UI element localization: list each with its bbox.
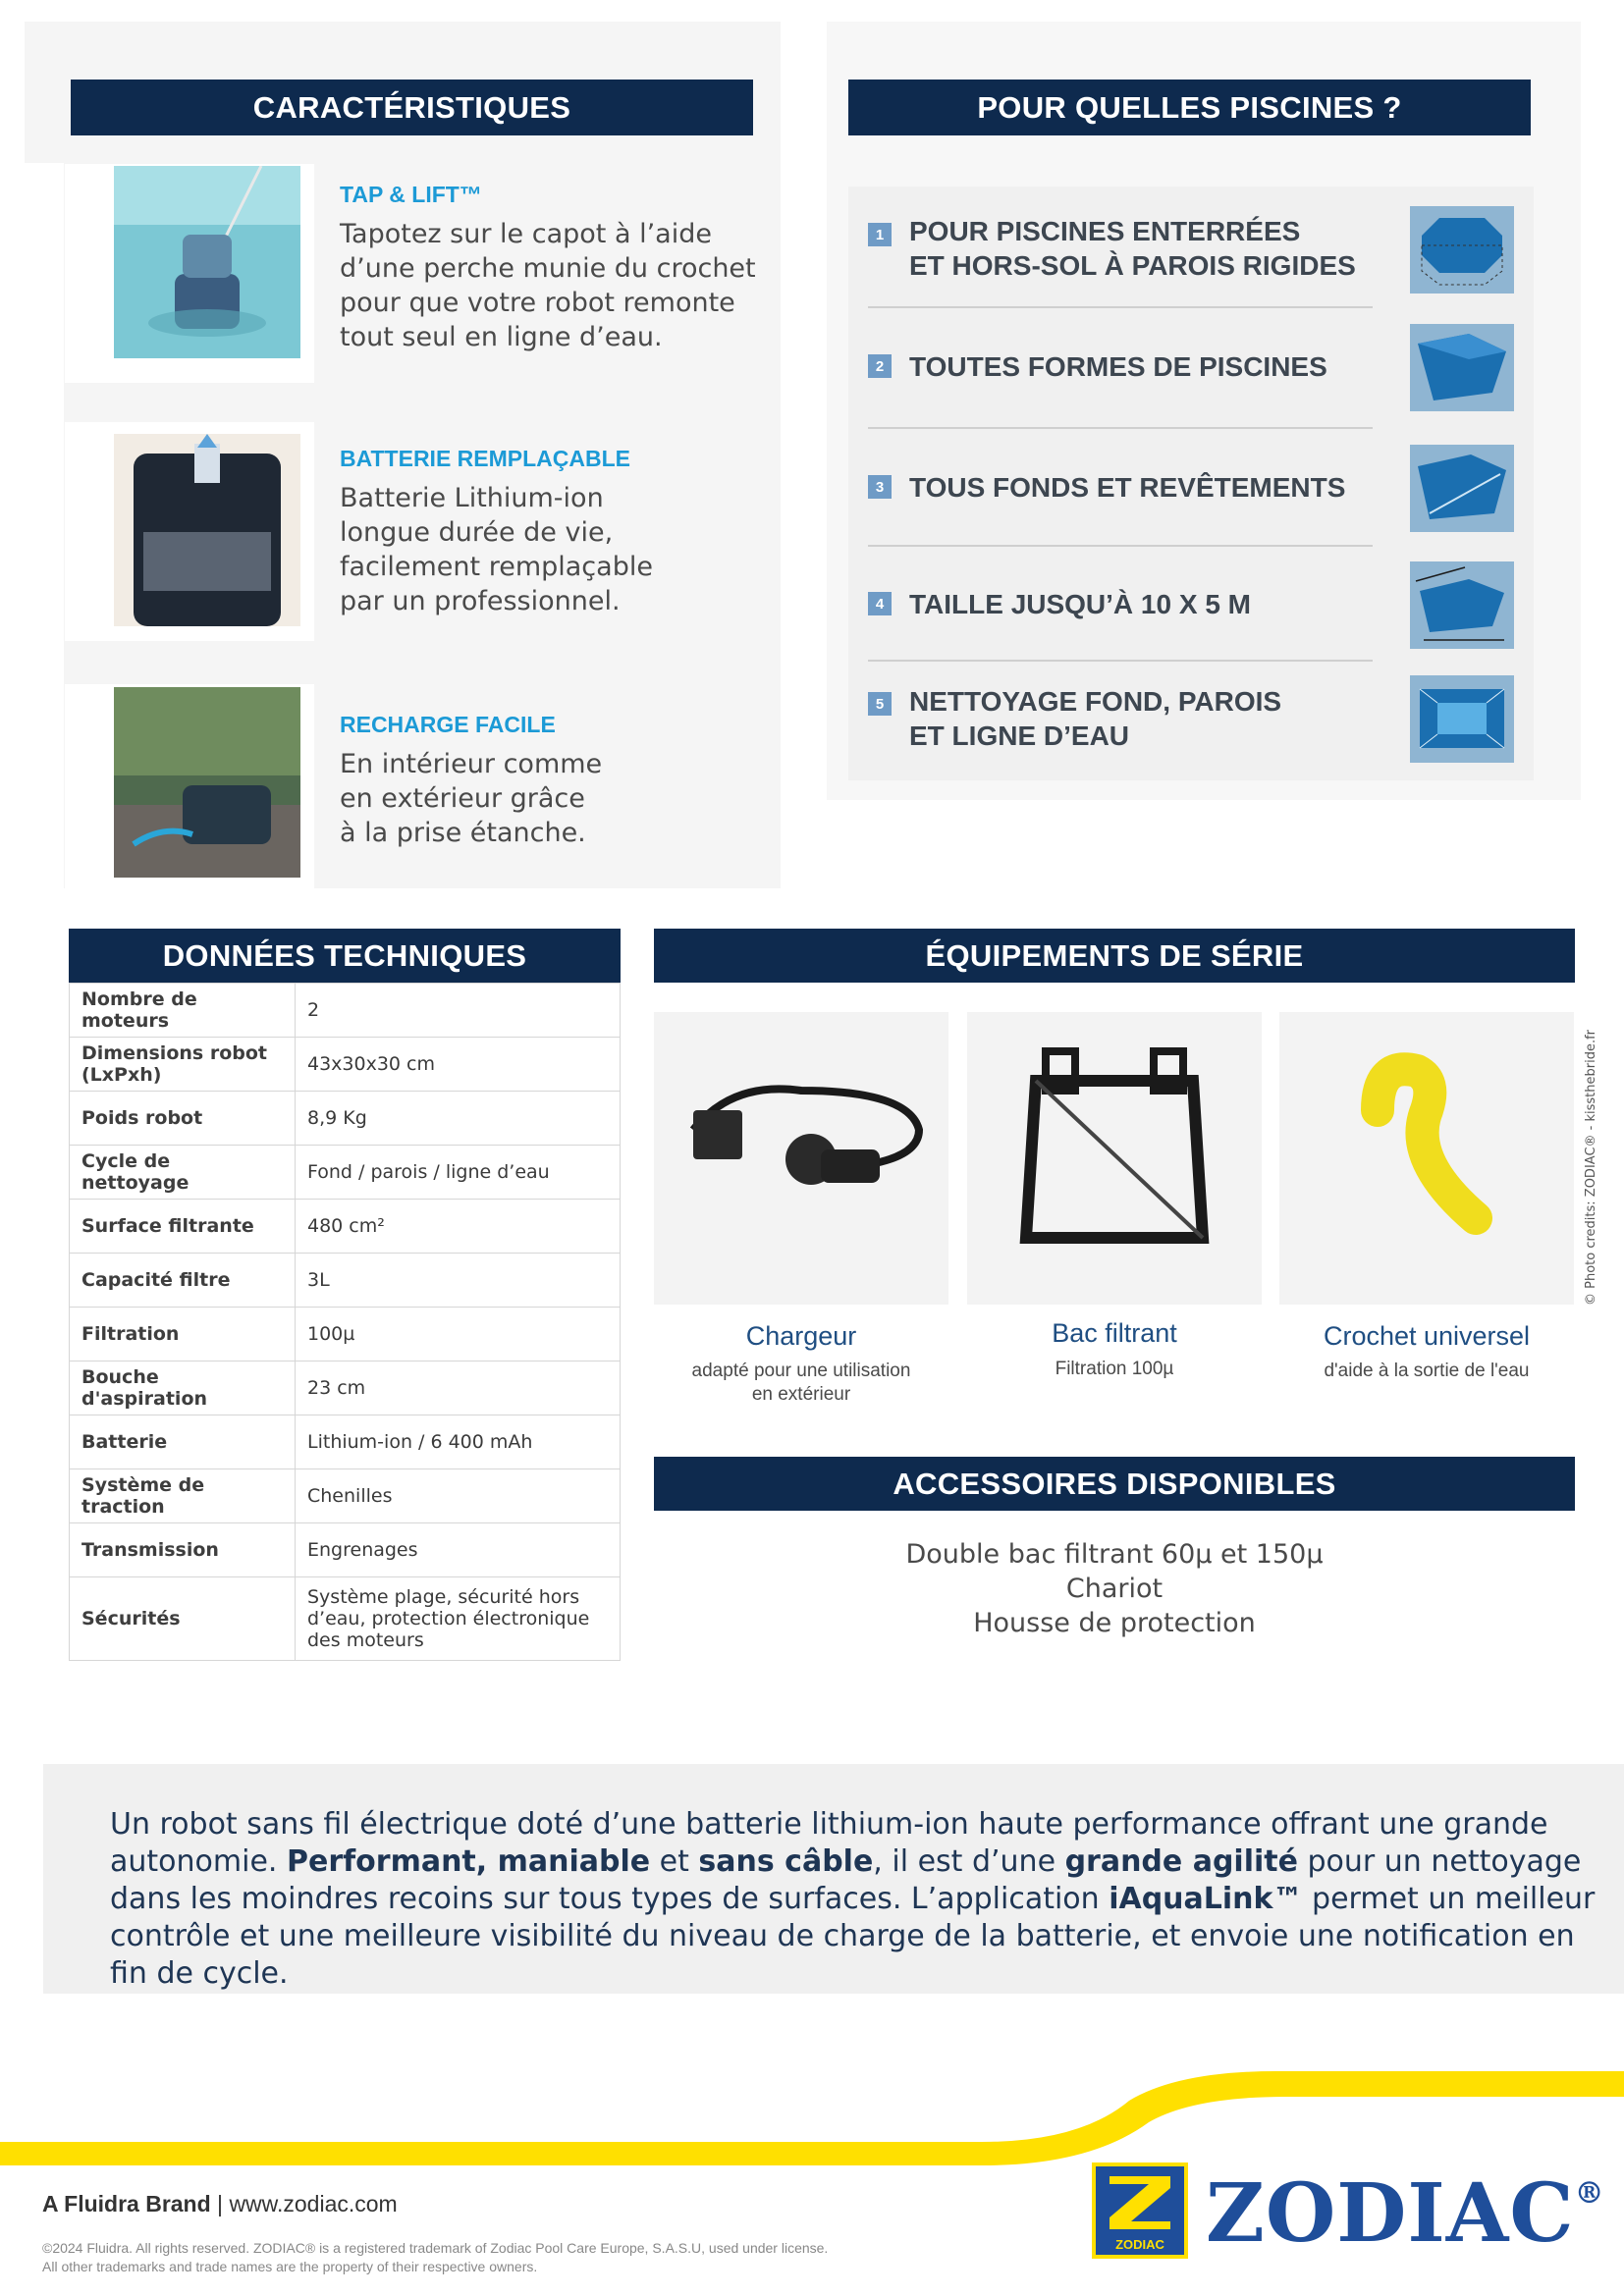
table-row [70,1146,621,1200]
accessory-item: Double bac filtrant 60µ et 150µ [905,1539,1324,1570]
footer-brand [42,2191,398,2217]
tech-key: Surface filtrante [70,1200,296,1254]
tech-key: Nombre de moteurs [70,984,296,1038]
accessories-header: ACCESSOIRES DISPONIBLES [654,1457,1575,1511]
features-header: CARACTÉRISTIQUES [71,80,753,135]
tech-value: 8,9 Kg [296,1092,621,1146]
equipment-desc-line: adapté pour une utilisation [691,1361,911,1381]
tech-key: Cycle de nettoyage [70,1146,296,1200]
tech-key: Bouche d'aspiration [70,1362,296,1415]
tech-value: 23 cm [296,1362,621,1415]
table-row [70,1362,621,1415]
round-pool-icon [1410,206,1514,294]
summary-part: et [650,1844,699,1879]
feature-desc-line: longue durée de vie, [340,517,614,548]
feature-title: BATTERIE REMPLAÇABLE [340,446,631,471]
pool-number: 4 [868,592,892,615]
logo-mark-text: ZODIAC [1115,2237,1164,2252]
pool-text: TOUTES FORMES DE PISCINES [909,351,1327,382]
table-row [70,1577,621,1661]
pool-number: 3 [868,475,892,499]
table-row [70,1038,621,1092]
equipment-name: Chargeur [745,1321,857,1351]
summary-text [110,1806,1602,1993]
feature-desc-line: Batterie Lithium-ion [340,483,604,513]
tech-value: 480 cm² [296,1200,621,1254]
pool-floor-icon [1410,445,1514,532]
summary-part: permet un meilleur contrôle et une meilleure visibilité du niveau de charge de la batterie, et envoie une notification en fin de cycle. [110,1882,1596,1991]
equipment-desc [644,1360,958,1407]
tech-key: Filtration [70,1308,296,1362]
tech-header: DONNÉES TECHNIQUES [69,929,621,983]
feature-desc [340,217,801,354]
tech-value: Système plage, sécurité hors d’eau, protection électronique des moteurs [296,1577,621,1661]
table-row [70,1415,621,1469]
feature-image-battery [65,422,314,641]
photo-credit: © Photo credits: ZODIAC® - kissthebride.fr [1584,1029,1598,1306]
tech-key: Transmission [70,1523,296,1577]
table-row [70,984,621,1038]
registered-mark: ® [1574,2176,1605,2211]
summary-box [43,1764,1624,1994]
pool-item-3 [868,470,1522,576]
pool-text [909,214,1356,283]
pools-header: POUR QUELLES PISCINES ? [848,80,1531,135]
tech-key: Dimensions robot (LxPxh) [70,1038,296,1092]
tech-value: 100µ [296,1308,621,1362]
pool-text: TAILLE JUSQU’À 10 X 5 M [909,589,1251,619]
feature-desc-line: pour que votre robot remonte [340,288,735,318]
summary-part: Un robot sans fil électrique doté d’une batterie lithium-ion haute performance offrant une grande autonomie. [110,1807,1548,1879]
pool-text-line: NETTOYAGE FOND, PAROIS [909,686,1282,717]
pool-text-line: POUR PISCINES ENTERRÉES [909,216,1301,246]
legal-line: All other trademarks and trade names are the property of their respective owners. [42,2259,538,2274]
logo-word: ZODIAC [1206,2166,1575,2261]
legal-line: ©2024 Fluidra. All rights reserved. ZODIAC® is a registered trademark of Zodiac Pool Care Europe, S.A.S.U, used under license. [42,2240,829,2256]
tech-value: Chenilles [296,1469,621,1523]
table-row [70,1523,621,1577]
table-row [70,1092,621,1146]
tech-value: 43x30x30 cm [296,1038,621,1092]
pool-number: 1 [868,223,892,246]
tech-value: Lithium-ion / 6 400 mAh [296,1415,621,1469]
tech-value: 3L [296,1254,621,1308]
equipment-image-hook [1279,1012,1574,1305]
feature-desc-line: En intérieur comme [340,749,603,779]
pool-separator [868,660,1373,662]
accessories-list [654,1537,1575,1640]
feature-desc-line: facilement remplaçable [340,552,653,582]
tech-table [69,983,621,1661]
equipment-desc-line: d'aide à la sortie de l'eau [1324,1361,1530,1381]
feature-desc [340,481,801,618]
pool-text: TOUS FONDS ET REVÊTEMENTS [909,472,1346,503]
feature-desc-line: d’une perche munie du crochet [340,253,756,284]
zodiac-logo-text [1206,2166,1605,2261]
equipment-desc-line: en extérieur [751,1384,851,1405]
pool-text-line: ET LIGNE D’EAU [909,721,1130,751]
pool-text [909,684,1281,753]
pool-separator [868,427,1373,429]
pool-number: 2 [868,354,892,378]
footer-separator: | [210,2191,230,2216]
accessory-item: Housse de protection [973,1608,1256,1638]
tech-key: Batterie [70,1415,296,1469]
summary-part: , il est d’une [873,1844,1065,1879]
equipment-image-filter [967,1012,1262,1305]
pool-separator [868,545,1373,547]
feature-desc-line: tout seul en ligne d’eau. [340,322,663,352]
summary-bold: Performant, maniable [286,1844,651,1879]
equipment-desc [1270,1360,1584,1383]
feature-desc [340,747,801,850]
tech-key: Sécurités [70,1577,296,1661]
pool-walls-icon [1410,675,1514,763]
table-row [70,1254,621,1308]
footer-url[interactable]: www.zodiac.com [229,2191,398,2216]
tech-value: Engrenages [296,1523,621,1577]
pool-size-icon [1410,561,1514,649]
summary-bold: grande agilité [1064,1844,1298,1879]
pool-number: 5 [868,692,892,716]
equipment-desc-line: Filtration 100µ [1055,1359,1174,1379]
tech-value: Fond / parois / ligne d’eau [296,1146,621,1200]
summary-bold: sans câble [698,1844,874,1879]
features-panel-inner [25,163,64,889]
fluidra-brand: A Fluidra Brand [42,2191,211,2216]
tech-key: Poids robot [70,1092,296,1146]
table-row [70,1200,621,1254]
yellow-swoosh [0,2061,1624,2179]
pool-item-1 [868,214,1522,320]
summary-part: pour un nettoyage dans les moindres recoins sur tous types de surfaces. L’application [110,1844,1582,1916]
free-form-pool-icon [1410,324,1514,411]
feature-desc-line: par un professionnel. [340,586,621,616]
pool-item-5 [868,684,1522,790]
equipment-header: ÉQUIPEMENTS DE SÉRIE [654,929,1575,983]
feature-title: TAP & LIFT™ [340,182,482,207]
tech-key: Capacité filtre [70,1254,296,1308]
feature-desc-line: à la prise étanche. [340,818,586,848]
zodiac-logo-mark [1092,2163,1188,2259]
equipment-name: Crochet universel [1323,1321,1531,1351]
pool-item-2 [868,349,1522,455]
tech-value: 2 [296,984,621,1038]
table-row [70,1308,621,1362]
equipment-desc [957,1358,1272,1381]
accessory-item: Chariot [1065,1574,1164,1604]
feature-desc-line: en extérieur grâce [340,783,585,814]
pool-separator [868,306,1373,308]
feature-title: RECHARGE FACILE [340,712,556,737]
feature-desc-line: Tapotez sur le capot à l’aide [340,219,712,249]
equipment-image-charger [654,1012,948,1305]
feature-image-recharge [65,684,314,903]
equipment-name: Bac filtrant [1052,1318,1177,1348]
tech-key: Système de traction [70,1469,296,1523]
summary-bold: iAquaLink™ [1109,1882,1303,1916]
table-row [70,1469,621,1523]
legal-text [42,2239,828,2276]
feature-image-tap-lift [65,164,314,383]
pool-text-line: ET HORS-SOL À PAROIS RIGIDES [909,250,1356,281]
